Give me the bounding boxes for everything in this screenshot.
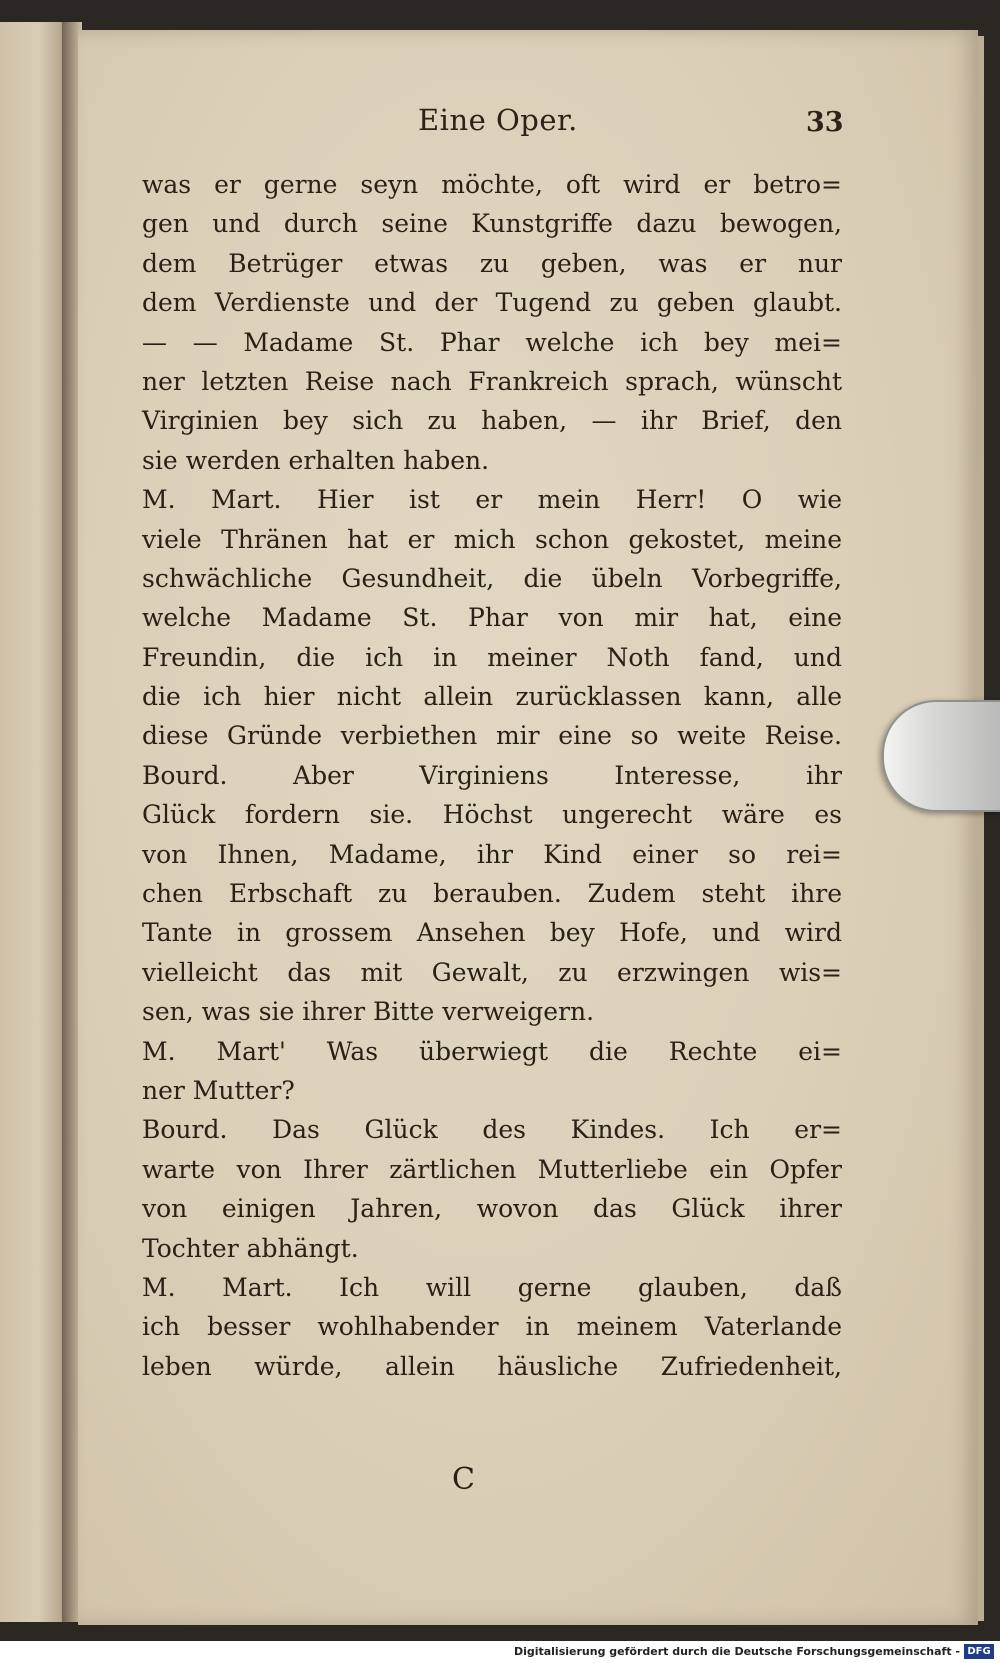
text-line: ner Mutter?	[142, 1075, 295, 1105]
text-line: sen, was sie ihrer Bitte verweigern.	[142, 997, 595, 1027]
text-line: Tante in grossem Ansehen bey Hofe, und wird	[142, 918, 842, 948]
text-line: Bourd. Aber Virginiens Interesse, ihr	[142, 760, 842, 790]
text-line: — — Madame St. Phar welche ich bey mei=	[142, 327, 842, 357]
text-line: gen und durch seine Kunstgriffe dazu bewogen,	[142, 209, 842, 239]
text-line: M. Mart' Was überwiegt die Rechte ei=	[142, 1036, 842, 1066]
text-line: Virginien bey sich zu haben, — ihr Brief, den	[142, 406, 842, 436]
running-title: Eine Oper.	[418, 103, 578, 137]
text-line: vielleicht das mit Gewalt, zu erzwingen wis=	[142, 957, 842, 987]
page-number: 33	[806, 107, 844, 138]
text-line: diese Gründe verbiethen mir eine so weite Reise.	[142, 721, 842, 751]
page-header	[418, 103, 844, 147]
dfg-logo-icon: DFG	[964, 1644, 994, 1659]
text-line: M. Mart. Hier ist er mein Herr! O wie	[142, 485, 842, 515]
text-line: von Ihnen, Madame, ihr Kind einer so rei=	[142, 839, 842, 869]
text-line: leben würde, allein häusliche Zufriedenheit,	[142, 1351, 842, 1381]
text-line: welche Madame St. Phar von mir hat, eine	[142, 603, 842, 633]
text-line: von einigen Jahren, wovon das Glück ihrer	[142, 1194, 842, 1224]
text-line: M. Mart. Ich will gerne glauben, daß	[142, 1272, 842, 1302]
left-page-edge	[0, 22, 70, 1622]
text-line: ner letzten Reise nach Frankreich sprach, wünscht	[142, 366, 842, 396]
body-text	[142, 165, 842, 1386]
text-line: die ich hier nicht allein zurücklassen kann, alle	[142, 682, 842, 712]
text-line: ich besser wohlhabender in meinem Vaterlande	[142, 1312, 842, 1342]
text-line: schwächliche Gesundheit, die übeln Vorbegriffe,	[142, 563, 842, 593]
text-line: Tochter abhängt.	[142, 1233, 359, 1263]
text-line: viele Thränen hat er mich schon gekostet, meine	[142, 524, 842, 554]
digitization-footer	[0, 1641, 1000, 1663]
text-line: chen Erbschaft zu berauben. Zudem steht ihre	[142, 879, 842, 909]
page-clip-tab	[882, 700, 1000, 812]
text-line: was er gerne seyn möchte, oft wird er betro=	[142, 170, 842, 199]
text-line: sie werden erhalten haben.	[142, 445, 490, 475]
text-line: warte von Ihrer zärtlichen Mutterliebe ein Opfer	[142, 1154, 842, 1184]
text-line: dem Betrüger etwas zu geben, was er nur	[142, 248, 842, 278]
signature-mark: C	[452, 1462, 475, 1497]
text-line: Freundin, die ich in meiner Noth fand, und	[142, 642, 842, 672]
text-line: Bourd. Das Glück des Kindes. Ich er=	[142, 1115, 842, 1145]
text-line: Glück fordern sie. Höchst ungerecht wäre es	[142, 800, 842, 830]
text-line: dem Verdienste und der Tugend zu geben glaubt.	[142, 288, 842, 318]
footer-credit: Digitalisierung gefördert durch die Deutsche Forschungsgemeinschaft -	[513, 1645, 960, 1658]
